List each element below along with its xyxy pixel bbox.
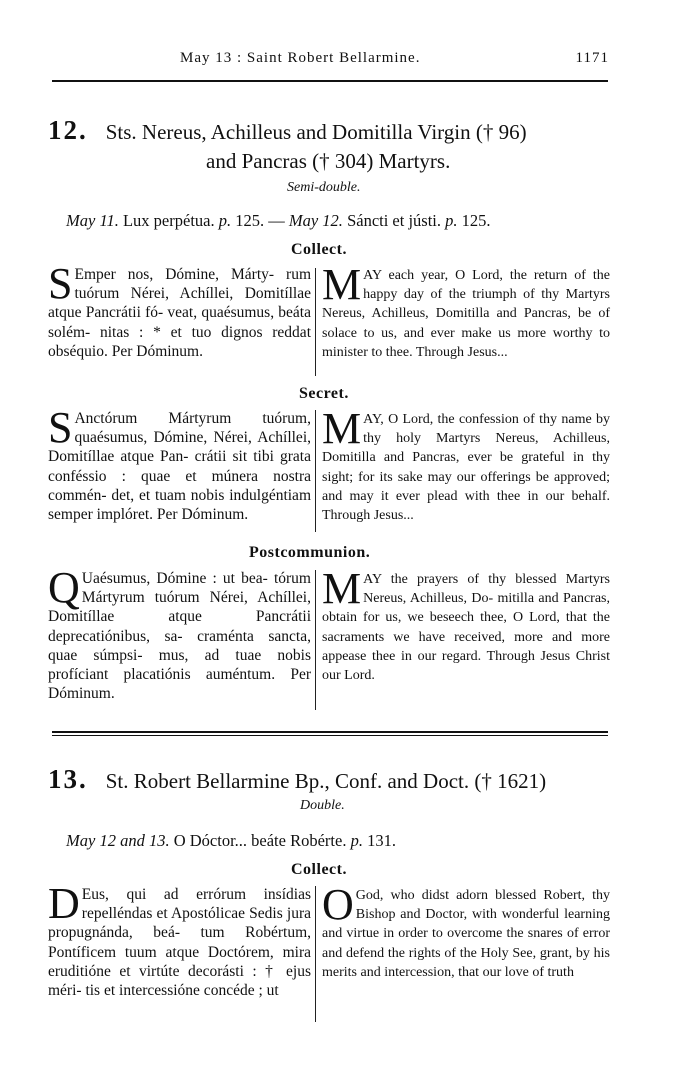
feast-12-number: 12. [48,115,88,145]
collect-latin [48,259,311,361]
section-rule-thin [52,735,608,736]
collect-13-english-text: God, who didst adorn blessed Robert, thy Bishop and Doctor, with wonderful learning and virtue in order to overcome the snares of error and defend the rights of the Holy See, grant, by his merits and intercession, that our love of truth [322,888,610,980]
feast-13-intro [66,831,396,851]
section-rule [52,731,608,733]
feast-12-title-line2: and Pancras († 304) Martyrs. [206,149,451,173]
intro-date-a: May 11. [66,211,119,230]
collect-latin-text: Emper nos, Dómine, Márty- rum tuórum Nérei, Achíllei, Domitíllae atque Pancrátii fó- veat, quaésumus, beáta solém- nitas : * et tuo dignos reddat obséquio. Per Dóminum. [48,266,311,360]
feast-13-heading [48,764,628,798]
postcommunion-english-dropcap: M [322,564,362,613]
intro-date-13: May 12 and 13. [66,831,170,850]
feast-12-intro [66,211,491,231]
intro-p-b: p. [441,211,458,230]
intro-date-b: May 12. [288,211,343,230]
running-head [50,50,615,74]
intro-p-a: p. [214,211,232,230]
feast-12-title-line1: Sts. Nereus, Achilleus and Domitilla Virgin († 96) [105,120,527,144]
feast-13-number: 13. [48,764,88,794]
postcommunion-latin-text: Uaésumus, Dómine : ut bea- tórum Mártyrum tuórum Nérei, Achíllei, Domitíllae atque Pancrátii deprecatiónibus, sa- craménta sancta, quae súmpsi- mus, ad tuae nobis profíciant placatiónis auméntum. Per Dóminum. [48,570,311,703]
running-title: May 13 : Saint Robert Bellarmine. [180,50,421,66]
column-divider [315,268,316,376]
secret-english-text: AY, O Lord, the confession of thy name by thy holy Martyrs Nereus, Achilleus, Domitilla and Pancras, ever be grateful in thy sight; for its sake may our offerings be approved; and may it ever plead with thee in our behalf. Through Jesus... [322,412,610,524]
intro-page-13: 131. [362,831,396,850]
collect-13-latin-dropcap: D [48,879,80,928]
postcommunion-heading: Postcommunion. [249,544,371,561]
intro-text-13: O Dóctor... beáte Robérte. [169,831,347,850]
collect-english-text: AY each year, O Lord, the return of the happy day of the triumph of thy Martyrs Nereus, Achilleus, Domitilla and Pancras, be of solace to us, and ever make us more worthy to minister to thee. Through Jesus... [322,268,610,360]
column-divider [315,410,316,532]
intro-page-b: 125. [457,211,491,230]
secret-latin-dropcap: S [48,403,73,452]
secret-english [322,404,610,525]
postcommunion-latin-dropcap: Q [48,563,80,612]
collect-english [322,260,610,362]
header-rule [52,80,608,82]
feast-12-rank: Semi-double. [287,180,361,195]
column-divider [315,570,316,710]
collect-13-english [322,880,610,982]
secret-latin [48,403,311,524]
feast-12-heading [48,115,628,175]
intro-text-b: Sáncti et jústi. [342,211,442,230]
collect-13-latin [48,879,311,1000]
intro-p-13: p. [346,831,363,850]
column-divider [315,886,316,1022]
secret-latin-text: Anctórum Mártyrum tuórum, quaésumus, Dómine, Nérei, Achíllei, Domitíllae atque Pan- crátii sit tibi grata conféssio : quae et múnera nostra commén- det, et tuam nobis indulgéntiam semper implóret. Per Dóminum. [48,410,311,524]
collect-13-english-dropcap: O [322,880,354,929]
secret-heading: Secret. [299,385,349,402]
postcommunion-latin [48,563,311,703]
secret-english-dropcap: M [322,404,362,453]
postcommunion-english-text: AY the prayers of thy blessed Martyrs Nereus, Achilleus, Do- mitilla and Pancras, obtain for us, we beseech thee, O Lord, that the sacraments we have received, more and more appease thee in our regard. Through Jesus Christ our Lord. [322,572,610,684]
feast-13-rank: Double. [300,798,345,813]
collect-latin-dropcap: S [48,259,73,308]
feast-13-title: St. Robert Bellarmine Bp., Conf. and Doct. († 1621) [105,769,547,793]
page-number: 1171 [575,50,609,66]
collect-13-latin-text: Eus, qui ad errórum insídias repelléndas et Apostólicae Sedis jura propugnánda, beá- tum Robértum, Pontíficem tuum atque Doctórem, mira eruditióne et virtúte decorásti : † ejus méri- tis et intercessióne concéde ; ut [48,886,311,1000]
intro-page-a: 125. — [231,211,289,230]
collect-heading: Collect. [291,241,347,258]
collect-english-dropcap: M [322,260,362,309]
intro-text-a: Lux perpétua. [118,211,215,230]
collect-13-heading: Collect. [291,861,347,878]
postcommunion-english [322,564,610,685]
